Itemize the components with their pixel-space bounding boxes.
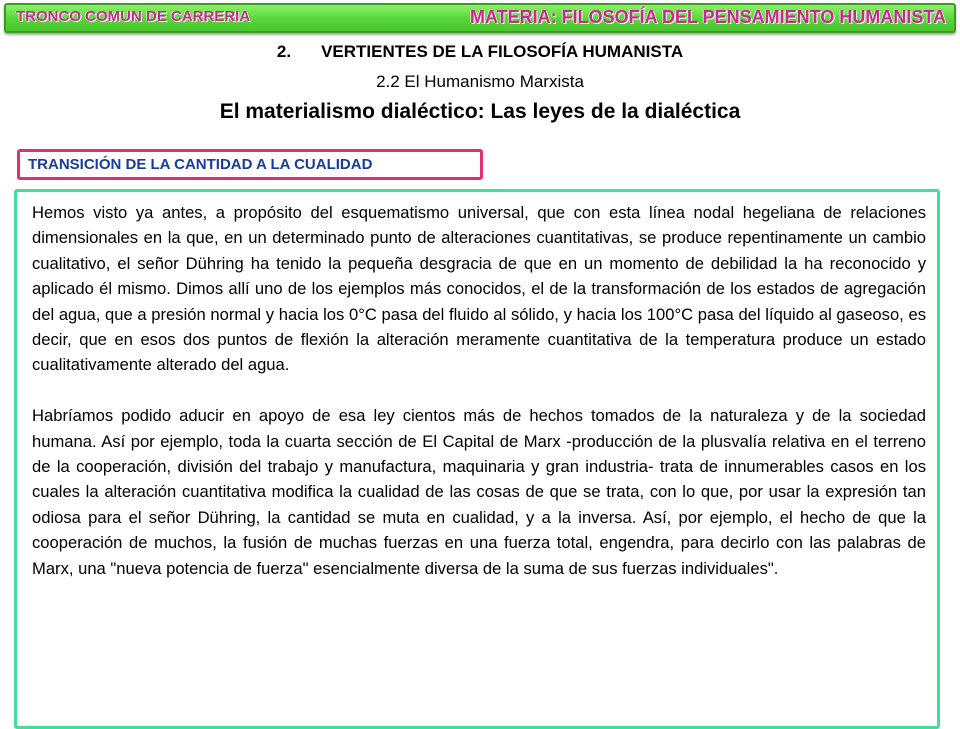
section-title: VERTIENTES DE LA FILOSOFÍA HUMANISTA	[321, 42, 684, 61]
section-heading	[0, 42, 960, 62]
paragraph: Habríamos podido aducir en apoyo de esa ley cientos más de hechos tomados de la naturaleza y de la sociedad humana. Así por ejemplo, toda la cuarta sección de El Capital de Marx -producción de la plusvalía relativa en el terreno de la cooperación, división del trabajo y manufactura, maquinaria y gran industria- trata de innumerables casos en los cuales la alteración cuantitativa modifica la cualidad de las cosas de que se trata, con lo que, por usar la expresión tan odiosa para el señor Dühring, la cantidad se muta en cualidad, y a la inversa. Así, por ejemplo, el hecho de que la cooperación de muchos, la fusión de muchas fuerzas en una fuerza total, engendra, para decirlo con las palabras de Marx, una "nueva potencia de fuerza" esencialmente diversa de la suma de sus fuerzas individuales".	[32, 406, 926, 578]
topic-label: TRANSICIÓN DE LA CANTIDAD A LA CUALIDAD	[28, 156, 373, 173]
paragraph: Hemos visto ya antes, a propósito del esquematismo universal, que con esta línea nodal hegeliana de relaciones dimensionales en la que, en un determinado punto de alteraciones cuantitativas, se produce repentinamente un cambio cualitativo, el señor Dühring ha tenido la pequeña desgracia de que en un momento de debilidad la ha reconocido y aplicado él mismo. Dimos allí uno de los ejemplos más conocidos, el de la transformación de los estados de agregación del agua, que a presión normal y hacia los 0°C pasa del fluido al sólido, y hacia los 100°C pasa del líquido al gaseoso, es decir, que en esos dos puntos de flexión la alteración meramente cuantitativa de la temperatura produce un estado cualitativamente alterado del agua.	[32, 203, 926, 375]
subsection-title: 2.2 El Humanismo Marxista	[376, 72, 584, 91]
program-title: TRONCO COMUN DE CARRERIA	[16, 8, 251, 25]
header-bar	[4, 3, 956, 33]
topic-label-box	[17, 149, 483, 180]
section-number: 2.	[276, 42, 292, 61]
content-box	[14, 189, 940, 729]
subject-title: MATERIA: FILOSOFÍA DEL PENSAMIENTO HUMANISTA	[470, 7, 946, 27]
page-title: El materialismo dialéctico: Las leyes de la dialéctica	[219, 100, 741, 123]
content-text	[32, 200, 926, 581]
